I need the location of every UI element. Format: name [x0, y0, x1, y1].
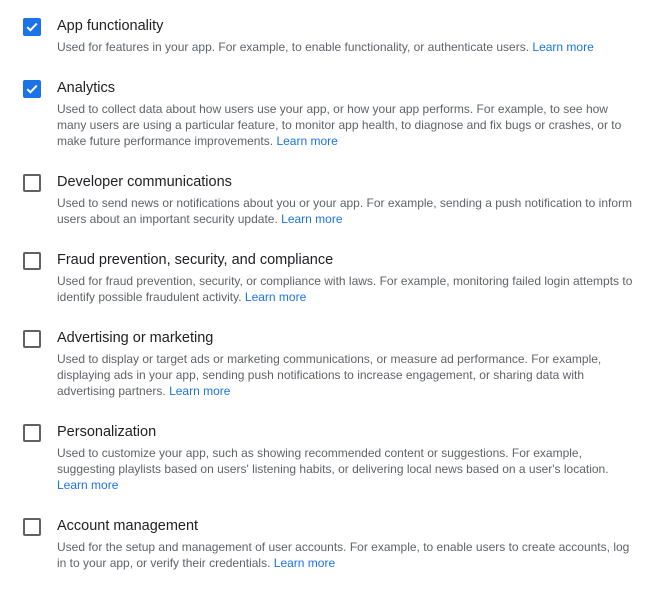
option-description-text: Used to display or target ads or marketing communications, or measure ad performance. For example, displaying ads in your app, sending push notifications to increase engagement, or sharing data with advertising partners.	[57, 352, 602, 399]
personalization-checkbox[interactable]	[23, 424, 41, 442]
option-content	[57, 423, 633, 494]
option-title: Analytics	[57, 80, 116, 96]
learn-more-link[interactable]: Learn more	[244, 290, 307, 305]
option-title: Personalization	[57, 424, 157, 440]
option-description	[57, 101, 633, 150]
option-content	[57, 329, 633, 400]
learn-more-link[interactable]: Learn more	[276, 134, 338, 149]
option-description	[57, 39, 633, 55]
option-description-text: Used for fraud prevention, security, or compliance with laws. For example, monitoring failed login attempts to identify possible fraudulent activity.	[57, 274, 633, 305]
option-content	[57, 17, 633, 55]
option-content	[57, 517, 633, 571]
option-description	[57, 351, 633, 400]
option-title: App functionality	[57, 18, 164, 34]
account-management-checkbox[interactable]	[23, 518, 41, 536]
learn-more-link[interactable]: Learn more	[57, 478, 119, 493]
option-description-text: Used to customize your app, such as showing recommended content or suggestions. For example, suggesting playlists based on users' listening habits, or delivering local news based on a user's location.	[57, 446, 609, 477]
option-description	[57, 539, 633, 571]
option-description	[57, 445, 633, 494]
learn-more-link[interactable]: Learn more	[169, 384, 231, 399]
check-icon	[25, 20, 39, 34]
option-title: Fraud prevention, security, and compliance	[57, 252, 334, 268]
option-title: Account management	[57, 518, 199, 534]
option-description	[57, 195, 633, 227]
advertising-marketing-checkbox[interactable]	[23, 330, 41, 348]
check-icon	[25, 82, 39, 96]
analytics-checkbox[interactable]	[23, 80, 41, 98]
app-functionality-checkbox[interactable]	[23, 18, 41, 36]
option-title: Developer communications	[57, 174, 232, 190]
option-title: Advertising or marketing	[57, 330, 214, 346]
option-content	[57, 79, 633, 150]
learn-more-link[interactable]: Learn more	[281, 212, 343, 227]
option-content	[57, 173, 633, 227]
option-content	[57, 251, 633, 305]
option-description-text: Used for the setup and management of user accounts. For example, to enable users to create accounts, log in to your app, or verify their credentials.	[57, 540, 630, 571]
fraud-prevention-checkbox[interactable]	[23, 252, 41, 270]
option-description-text: Used to collect data about how users use your app, or how your app performs. For example, to see how many users are using a particular feature, to monitor app health, to diagnose and fix bugs or crashes, or to make future performance improvements.	[57, 102, 622, 149]
learn-more-link[interactable]: Learn more	[273, 556, 336, 571]
learn-more-link[interactable]: Learn more	[532, 40, 594, 54]
option-description-text: Used for features in your app. For example, to enable functionality, or authenticate users.	[57, 40, 530, 54]
option-description	[57, 273, 633, 305]
developer-communications-checkbox[interactable]	[23, 174, 41, 192]
option-description-text: Used to send news or notifications about you or your app. For example, sending a push notification to inform users about an important security update.	[57, 196, 632, 227]
